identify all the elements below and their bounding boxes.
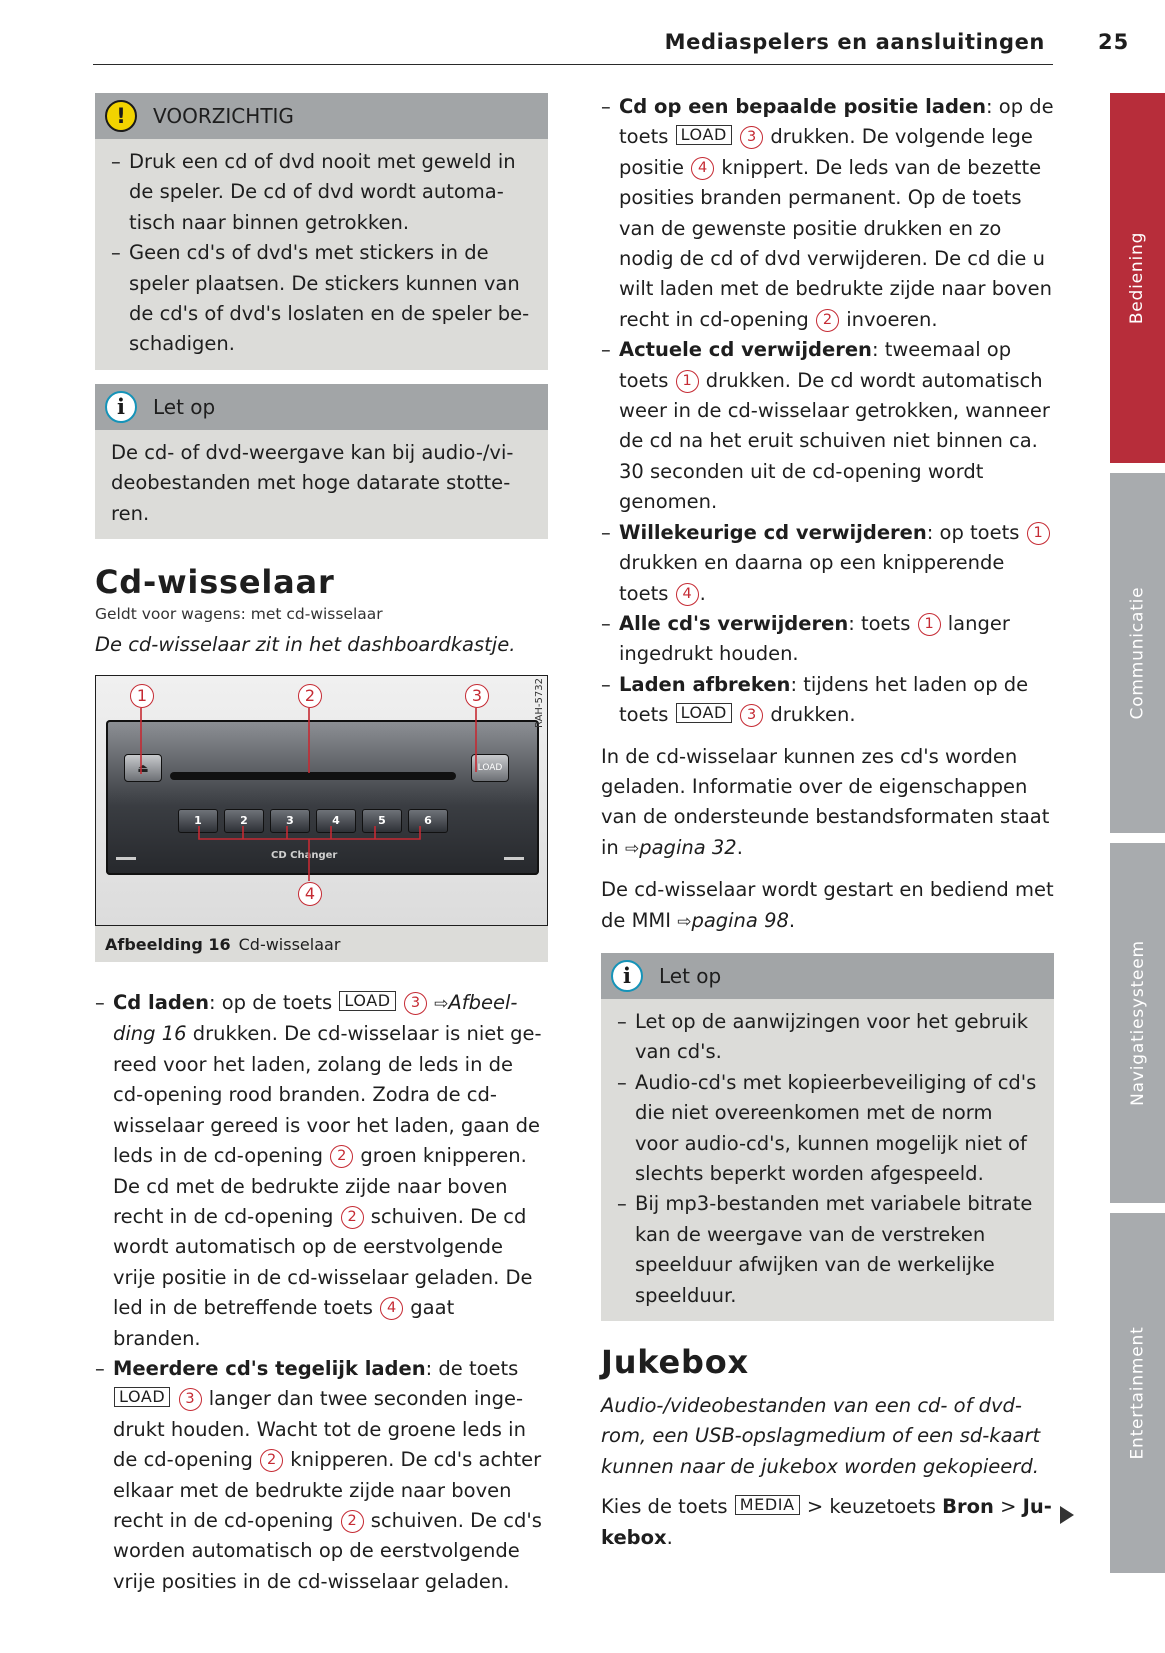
section-intro: De cd-wisselaar zit in het dashboardkastje. bbox=[95, 633, 516, 657]
arrow-icon: ⇨ bbox=[624, 838, 640, 859]
note-header bbox=[95, 384, 548, 430]
section-heading: Jukebox bbox=[601, 1343, 749, 1382]
position-button-1[interactable]: 1 bbox=[178, 809, 218, 833]
figure-caption bbox=[95, 926, 548, 962]
load-button[interactable]: LOAD bbox=[471, 754, 509, 782]
caption-text: Cd-wisselaar bbox=[238, 934, 341, 954]
info-icon: i bbox=[611, 960, 643, 992]
note-title: Let op bbox=[659, 963, 722, 988]
caution-header bbox=[95, 93, 548, 139]
caution-box bbox=[95, 93, 548, 370]
callout-2: 2 bbox=[298, 684, 322, 708]
item-text: gaat branden. bbox=[113, 1296, 455, 1350]
para-text: Kies de toets bbox=[601, 1495, 728, 1519]
para-text: > keuzetoets bbox=[800, 1495, 943, 1519]
para-text: . bbox=[788, 908, 796, 932]
item-text: : tweemaal op toets bbox=[619, 338, 1012, 392]
item-text: : op de toets bbox=[208, 991, 333, 1015]
item-text: : tijdens het laden op de toets bbox=[619, 672, 1029, 727]
tab-communicatie[interactable] bbox=[1110, 473, 1165, 833]
item-text: : de toets bbox=[425, 1356, 519, 1380]
page-header bbox=[93, 28, 1053, 65]
callout-ref: 2 bbox=[341, 1510, 364, 1533]
callout-1: 1 bbox=[130, 684, 154, 708]
load-key: LOAD bbox=[339, 991, 395, 1011]
item-text: drukken. De cd wordt automatisch weer in de cd-wisselaar getrokken, wanneer de cd na het eruit schuiven niet binnen ca. 30 seconden uit de cd-opening wordt genomen. bbox=[619, 368, 1050, 514]
menu-bron: Bron bbox=[942, 1495, 994, 1519]
item-bold: Willekeurige cd verwijderen bbox=[619, 520, 927, 544]
page-number: 25 bbox=[1098, 30, 1130, 54]
note-item: – Bij mp3-bestanden met variabele bitrate kan de weergave van de verstreken speelduur afwijken van de werkelijke speelduur. bbox=[617, 1189, 1040, 1311]
warning-icon: ! bbox=[105, 100, 137, 132]
note-box bbox=[95, 384, 548, 539]
jukebox-instruction bbox=[601, 1492, 1054, 1553]
item-text: drukken. De volgende lege positie bbox=[619, 125, 1033, 179]
item-text: drukken en daarna op een knipperende toets bbox=[619, 551, 1005, 605]
left-instructions bbox=[95, 988, 548, 1597]
para-text: > bbox=[993, 1495, 1023, 1519]
callout-ref: 4 bbox=[676, 583, 699, 606]
instruction-remove-current bbox=[601, 335, 1054, 517]
tab-bediening[interactable] bbox=[1110, 93, 1165, 463]
item-text: langer ingedrukt houden. bbox=[619, 611, 1010, 666]
item-text: drukken. De cd-wisselaar is niet gereed voor het laden, zolang de leds in de cd-opening rood branden. Zodra de cd-wisselaar gereed is voor het laden, gaan de leds in de cd-opening bbox=[113, 1022, 542, 1168]
cd-changer-figure bbox=[95, 675, 548, 926]
item-bold: Cd laden bbox=[113, 991, 209, 1015]
callout-ref: 1 bbox=[676, 370, 699, 393]
section-intro: Audio-/videobestanden van een cd- of dvd-rom, een USB-opslagmedium of een sd-kaart kunnen naar de jukebox worden gekopieerd. bbox=[601, 1394, 1041, 1478]
figure-code: RAH-5732 bbox=[534, 678, 545, 729]
callout-ref: 2 bbox=[816, 309, 839, 332]
note-title: Let op bbox=[153, 394, 216, 419]
arrow-icon: ⇨ bbox=[677, 911, 692, 932]
load-key: LOAD bbox=[114, 1387, 170, 1407]
position-button-4[interactable]: 4 bbox=[316, 809, 356, 833]
item-text: knipperen. De cd's achter elkaar met de bedrukte zijde naar boven recht in de cd-opening bbox=[113, 1448, 542, 1532]
callout-ref: 1 bbox=[918, 613, 941, 636]
info-icon: i bbox=[105, 391, 137, 423]
item-text: : op de toets bbox=[619, 95, 1054, 149]
callout-ref: 4 bbox=[380, 1297, 403, 1320]
item-text: knippert. De leds van de bezette posities branden permanent. Op de toets van de gewenste positie drukken en zo nodig de cd of dvd verwijderen. De cd die u wilt laden met de bedrukte zijde naar boven recht in cd-opening bbox=[619, 155, 1052, 331]
item-text: . bbox=[699, 581, 706, 605]
item-bold: Meerdere cd's tegelijk laden bbox=[113, 1356, 426, 1380]
section-title: Mediaspelers en aansluitingen bbox=[664, 30, 1045, 54]
note-header bbox=[601, 953, 1054, 999]
instruction-remove-all bbox=[601, 609, 1054, 670]
arrow-icon: ⇨ bbox=[434, 994, 449, 1015]
capacity-paragraph bbox=[601, 742, 1054, 865]
menu-jukebox: Jukebox bbox=[601, 1495, 1052, 1549]
item-bold: Cd op een bepaalde positie laden bbox=[619, 95, 987, 118]
para-text: . bbox=[736, 835, 743, 859]
item-text: langer dan twee seconden ingedrukt houden. Wacht tot de groene leds in de cd-opening bbox=[113, 1387, 526, 1472]
item-text: schuiven. De cd wordt automatisch op de eerstvolgende vrije positie in de cd-wisselaar geladen. De led in de betreffende toets bbox=[113, 1204, 533, 1320]
callout-ref: 3 bbox=[740, 704, 763, 727]
para-text: . bbox=[666, 1525, 673, 1549]
caution-item: – Geen cd's of dvd's met stickers in de speler plaatsen. De stickers kunnen van de cd's of dvd's loslaten en de speler beschadigen. bbox=[111, 238, 534, 360]
callout-4: 4 bbox=[298, 882, 322, 906]
tab-entertainment[interactable] bbox=[1110, 1213, 1165, 1573]
note-box bbox=[601, 953, 1054, 1321]
mmi-paragraph bbox=[601, 875, 1054, 937]
tab-label: Bediening bbox=[1127, 231, 1148, 325]
tab-label: Communicatie bbox=[1127, 586, 1148, 720]
position-button-2[interactable]: 2 bbox=[224, 809, 264, 833]
item-bold: Laden afbreken bbox=[619, 672, 791, 696]
position-button-5[interactable]: 5 bbox=[362, 809, 402, 833]
instruction-load-cd bbox=[95, 988, 548, 1354]
item-text: invoeren. bbox=[846, 307, 938, 331]
item-text: groen knipperen. De cd met de bedrukte zijde naar boven recht in de cd-opening bbox=[113, 1144, 527, 1228]
caution-list bbox=[95, 139, 548, 370]
position-button-3[interactable]: 3 bbox=[270, 809, 310, 833]
note-item: – Let op de aanwijzingen voor het gebruik van cd's. bbox=[617, 1007, 1040, 1068]
item-text: : toets bbox=[848, 611, 911, 635]
note-list bbox=[601, 999, 1054, 1321]
para-text: In de cd-wisselaar kunnen zes cd's worden geladen. Informatie over de eigenschappen van de ondersteunde bestandsformaten staat in bbox=[601, 744, 1050, 859]
instruction-load-position bbox=[601, 92, 1054, 335]
eject-icon: ⏏ bbox=[137, 761, 149, 776]
left-column bbox=[95, 93, 548, 1597]
caution-title: VOORZICHTIG bbox=[153, 104, 294, 128]
item-text: schuiven. De cd's worden automatisch op de eerstvolgende vrije posities in de cd-wisselaar geladen. bbox=[113, 1508, 542, 1593]
page-reference[interactable]: pagina 98 bbox=[691, 908, 789, 932]
instruction-cancel-load bbox=[601, 670, 1054, 731]
note-item: – Audio-cd's met kopieerbeveiliging of cd's die niet overeenkomen met de norm voor audio-cd's, kunnen mogelijk niet of slechts beperkt worden afgespeeld. bbox=[617, 1068, 1040, 1190]
continue-arrow-icon bbox=[1060, 1506, 1074, 1524]
device-label: CD Changer bbox=[271, 850, 338, 862]
callout-ref: 1 bbox=[1027, 522, 1050, 545]
callout-ref: 2 bbox=[341, 1206, 364, 1229]
para-text: De cd-wisselaar wordt gestart en bediend met de MMI bbox=[601, 878, 1054, 932]
instruction-remove-any bbox=[601, 518, 1054, 609]
callout-ref: 2 bbox=[260, 1449, 283, 1472]
load-key: LOAD bbox=[676, 703, 732, 723]
media-key: MEDIA bbox=[735, 1495, 800, 1515]
caption-label: Afbeelding 16 bbox=[105, 934, 231, 954]
right-column bbox=[601, 92, 1054, 1553]
callout-ref: 3 bbox=[740, 126, 763, 149]
caution-item: – Druk een cd of dvd nooit met geweld in de speler. De cd of dvd wordt automatisch naar binnen getrokken. bbox=[111, 147, 534, 238]
callout-3: 3 bbox=[465, 684, 489, 708]
item-text: drukken. bbox=[770, 703, 856, 727]
position-button-6[interactable]: 6 bbox=[408, 809, 448, 833]
callout-ref: 2 bbox=[330, 1145, 353, 1168]
item-text: : op toets bbox=[926, 520, 1020, 544]
tab-label: Navigatiesysteem bbox=[1127, 940, 1148, 1106]
tab-label: Entertainment bbox=[1127, 1326, 1148, 1460]
instruction-load-multiple bbox=[95, 1354, 548, 1597]
load-key: LOAD bbox=[676, 125, 732, 145]
page-reference[interactable]: pagina 32 bbox=[639, 835, 737, 859]
callout-ref: 3 bbox=[404, 992, 427, 1015]
item-bold: Alle cd's verwijderen bbox=[619, 611, 849, 635]
callout-lines bbox=[96, 676, 546, 924]
section-heading: Cd-wisselaar bbox=[95, 563, 335, 602]
callout-ref: 3 bbox=[179, 1388, 202, 1411]
tab-navigatiesysteem[interactable] bbox=[1110, 843, 1165, 1203]
figure-reference[interactable]: Afbeelding 16 bbox=[113, 991, 518, 1046]
callout-ref: 4 bbox=[691, 157, 714, 180]
item-bold: Actuele cd verwijderen bbox=[619, 338, 872, 362]
right-instructions bbox=[601, 92, 1054, 731]
applies-to: Geldt voor wagens: met cd-wisselaar bbox=[95, 605, 383, 624]
note-text: De cd- of dvd-weergave kan bij audio-/videobestanden met hoge datarate stotteren. bbox=[111, 440, 514, 525]
